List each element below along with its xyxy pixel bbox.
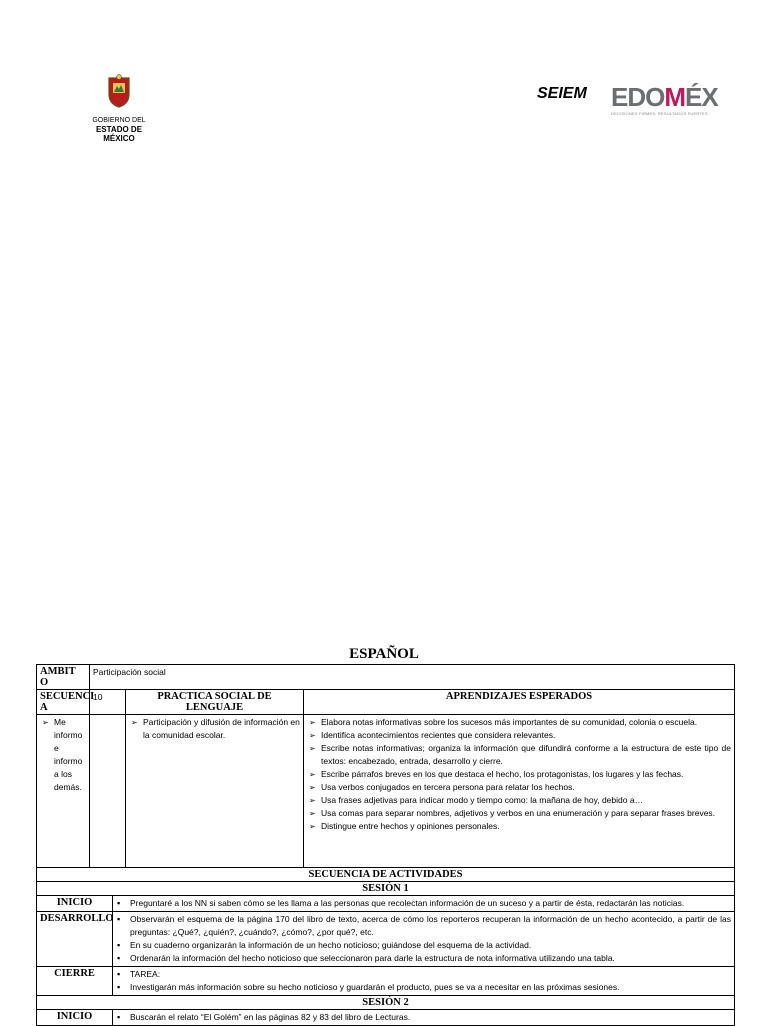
cierre-label: CIERRE	[37, 967, 113, 996]
sesion1-title: SESIÓN 1	[37, 882, 735, 896]
aprendizaje-item: ➢ Distingue entre hechos y opiniones personales.	[307, 820, 731, 833]
edomex-wordmark	[611, 82, 718, 112]
desarrollo-label: DESARROLLO	[37, 912, 113, 967]
desarrollo-item: ▪ Observarán el esquema de la página 170 del libro de texto, acerca de cómo los reporteros recuperan la información de un hecho acontecido, a partir de las preguntas: ¿Qué?, ¿quién?, ¿cuándo?, ¿cómo?, ¿por qué?, etc.	[116, 913, 731, 939]
practica-header: PRACTICA SOCIAL DE LENGUAJE	[126, 690, 304, 715]
sesion2-row	[37, 996, 735, 1010]
secuencia-actividades-row	[37, 868, 735, 882]
blank-cell	[90, 715, 126, 868]
cierre-item: ▪ TAREA:	[116, 968, 731, 981]
inicio2-cell	[113, 1010, 735, 1026]
coat-of-arms-icon	[105, 74, 133, 108]
ambito-row	[37, 665, 735, 690]
gobierno-edomex-logo	[83, 74, 155, 143]
aprendizaje-item: ➢ Usa frases adjetivas para indicar modo y tiempo como: la mañana de hoy, debido a…	[307, 794, 731, 807]
inicio2-row	[37, 1010, 735, 1026]
aprendizaje-item: ➢ Identifica acontecimientos recientes que considera relevantes.	[307, 729, 731, 742]
ambito-value: Participación social	[90, 665, 735, 690]
desarrollo-item: ▪ Ordenarán la información del hecho noticioso que seleccionaron para darle la estructura de nota informativa utilizando una tabla.	[116, 952, 731, 965]
aprendizaje-item: ➢ Escribe párrafos breves en los que destaca el hecho, los protagonistas, los lugares y las fechas.	[307, 768, 731, 781]
edomex-part-a: EDO	[611, 82, 665, 112]
gov-line-2: ESTADO DE MÉXICO	[95, 125, 143, 143]
sesion2-title: SESIÓN 2	[37, 996, 735, 1010]
inicio-row	[37, 896, 735, 912]
seiem-logo-text: SEIEM	[537, 85, 587, 102]
sesion1-row	[37, 882, 735, 896]
aprendizajes-header: APRENDIZAJES ESPERADOS	[304, 690, 735, 715]
inicio2-label: INICIO	[37, 1010, 113, 1026]
gov-line-1: GOBIERNO DEL	[92, 117, 146, 124]
desarrollo-row	[37, 912, 735, 967]
desarrollo-cell	[113, 912, 735, 967]
ambito-label: AMBIT O	[37, 665, 90, 690]
aprendizaje-item: ➢ Usa verbos conjugados en tercera persona para relatar los hechos.	[307, 781, 731, 794]
topic-item: ➢ Me informo e informo a los demás.	[40, 716, 86, 794]
aprendizaje-item: ➢ Usa comas para separar nombres, adjetivos y verbos en una enumeración y para separar frases breves.	[307, 807, 731, 820]
cierre-row	[37, 967, 735, 996]
secuencia-row	[37, 690, 735, 715]
topic-cell	[37, 715, 90, 868]
aprendizajes-cell	[304, 715, 735, 868]
secuencia-value: 10	[90, 690, 126, 715]
cierre-cell	[113, 967, 735, 996]
edomex-tagline: DECISIONES FIRMES, RESULTADOS FUERTES.	[611, 111, 710, 116]
inicio-item: ▪ Preguntaré a los NN si saben cómo se les llama a las personas que recolectan información de un suceso y a partir de ésta, redactarán las noticias.	[116, 897, 731, 910]
cierre-item: ▪ Investigarán más información sobre su hecho noticioso y guardarán el producto, pues se va a necesitar en las próximas sesiones.	[116, 981, 731, 994]
content-row	[37, 715, 735, 868]
edomex-part-c: ÉX	[685, 82, 718, 112]
aprendizaje-item: ➢ Escribe notas informativas; organiza la información que difundirá conforme a la estructura de este tipo de textos: encabezado, entrada, desarrollo y cierre.	[307, 742, 731, 768]
secuencia-actividades-title: SECUENCIA DE ACTIVIDADES	[37, 868, 735, 882]
subject-heading: ESPAÑOL	[349, 646, 419, 662]
inicio-cell	[113, 896, 735, 912]
aprendizaje-item: ➢ Elabora notas informativas sobre los sucesos más importantes de su comunidad, colonia o escuela.	[307, 716, 731, 729]
practica-cell	[126, 715, 304, 868]
inicio2-item: ▪ Buscarán el relato “El Golém” en las páginas 82 y 83 del libro de Lecturas.	[116, 1011, 731, 1024]
practica-item: ➢ Participación y difusión de información en la comunidad escolar.	[129, 716, 300, 742]
edomex-logo	[611, 82, 718, 116]
inicio-label: INICIO	[37, 896, 113, 912]
secuencia-label: SECUENCI A	[37, 690, 90, 715]
planning-table	[36, 664, 735, 1026]
desarrollo-item: ▪ En su cuaderno organizarán la información de un hecho noticioso; guiándose del esquema de la actividad.	[116, 939, 731, 952]
edomex-part-b: M	[664, 82, 686, 112]
